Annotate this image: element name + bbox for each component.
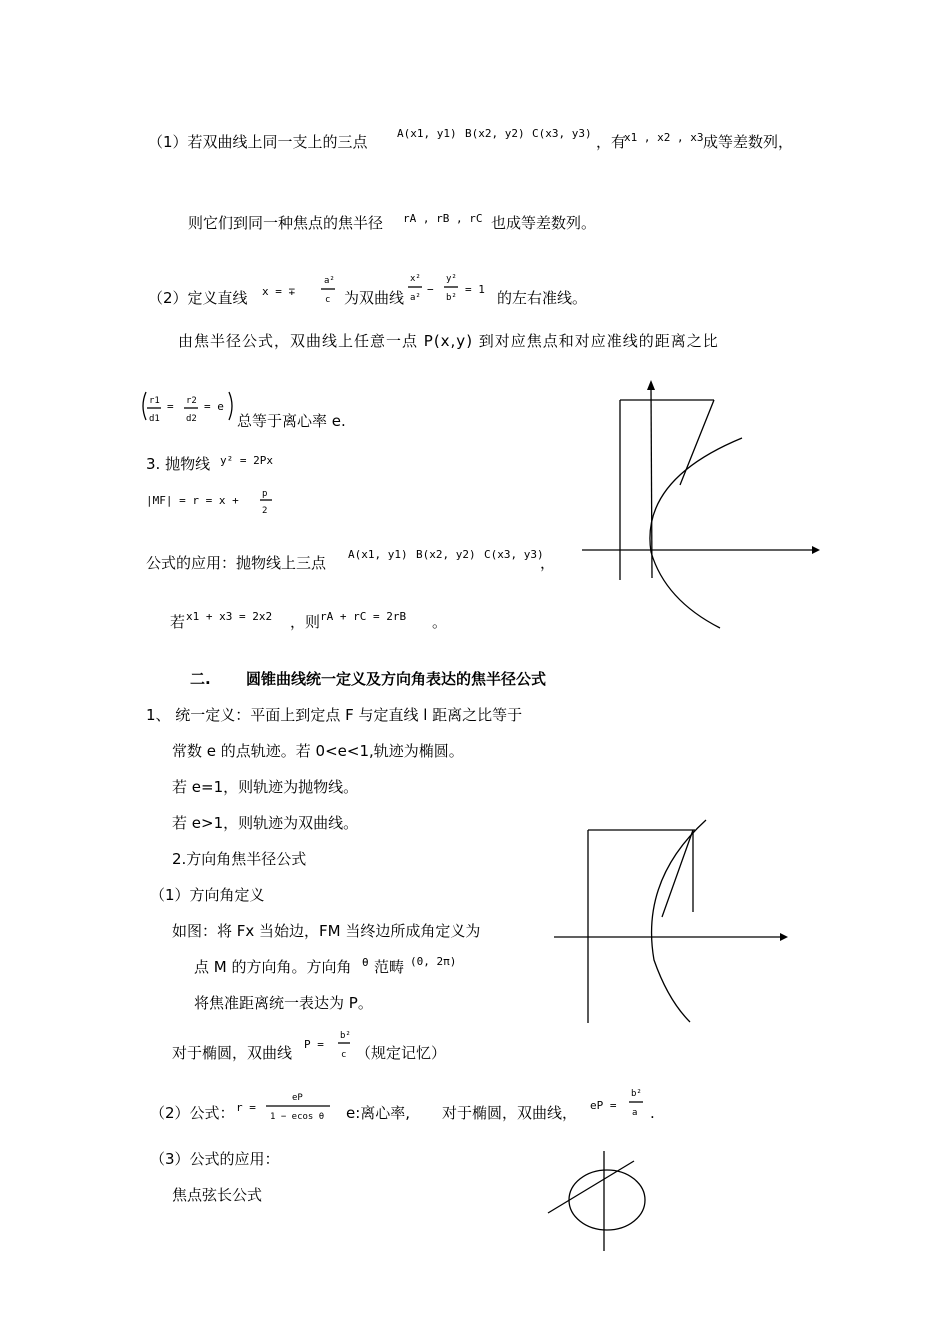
sec3-p-den: 2 <box>262 506 268 516</box>
sec3-then: ，则 <box>290 613 321 631</box>
fig3-ellipse <box>569 1170 645 1230</box>
sec2-dir3: 将焦准距离统一表达为 P。 <box>194 994 373 1012</box>
sec2-f-ep-den: a <box>632 1108 638 1118</box>
sec3-title: 3. 抛物线 <box>146 455 211 473</box>
p1-xs: x1 , x2 , x3 <box>624 131 704 144</box>
sec2-p-def-prefix: 对于椭圆，双曲线 <box>172 1044 293 1062</box>
p2-hy-den: b² <box>446 293 457 303</box>
fig1-focal-line <box>680 400 714 485</box>
sec2-p-num: b² <box>340 1031 351 1041</box>
sec2-f-label: （2）公式： <box>150 1104 235 1122</box>
p1b-prefix: 则它们到同一种焦点的焦半径 <box>188 214 384 232</box>
p2-minus: − <box>427 283 434 296</box>
sec2-dir1: 如图：将 Fx 当始边，FM 当终边所成角定义为 <box>172 922 481 940</box>
p1b-suffix: 也成等差数列。 <box>491 214 597 232</box>
sec2-f-num: eP <box>292 1093 303 1103</box>
p2-mid: 为双曲线 <box>344 289 405 307</box>
p2-eq-one: = 1 <box>465 283 485 296</box>
fig1-x-arrow <box>812 546 820 554</box>
p1-suffix: 成等差数列， <box>703 133 794 151</box>
sec2-f-den: 1 − ecos θ <box>270 1112 325 1122</box>
fig1-y-arrow <box>647 380 655 390</box>
sec3-result: rA + rC = 2rB <box>320 610 407 623</box>
sec2-sub2-1: （1）方向角定义 <box>150 886 265 904</box>
sec2-f-r: r = <box>236 1101 256 1114</box>
sec2-p-def-suffix: （规定记忆） <box>356 1044 447 1062</box>
sec3-if: 若 <box>170 613 186 631</box>
sec2-dir2-prefix: 点 M 的方向角。方向角 <box>194 958 352 976</box>
p2-frac-num: a² <box>324 276 335 286</box>
sec3-eq: y² = 2Px <box>220 454 273 467</box>
sec3-cond: x1 + x3 = 2x2 <box>186 610 273 623</box>
sec3-app-prefix: 公式的应用：抛物线上三点 <box>146 554 327 572</box>
p2-suffix: 的左右准线。 <box>497 289 588 307</box>
sec2-def3: 若 e=1，则轨迹为抛物线。 <box>172 778 359 796</box>
sec3-comma: ， <box>540 554 556 572</box>
fig2-x-arrow <box>780 933 788 941</box>
p1-mid: ，有 <box>596 133 627 151</box>
p3-d1: d1 <box>149 414 160 424</box>
p1-point-a: A(x1, y1) <box>397 127 457 140</box>
p3-d2: d2 <box>186 414 197 424</box>
sec3-mf: |MF| = r = x + <box>146 494 239 507</box>
p2-frac-den: c <box>325 295 331 305</box>
p3-e: = e <box>204 400 224 413</box>
sec2-p-eq: P = <box>304 1038 324 1051</box>
sec2-range: (0, 2π) <box>410 955 457 968</box>
p1b-radii: rA , rB , rC <box>403 212 483 225</box>
sec2-chord: 焦点弦长公式 <box>172 1186 263 1204</box>
p2-hx-den: a² <box>410 293 421 303</box>
fig3-chord <box>548 1161 634 1213</box>
fig1-hyperbola <box>650 438 742 628</box>
p2-hx-num: x² <box>410 274 421 284</box>
p2-prefix: （2）定义直线 <box>148 289 248 307</box>
sec2-f-e: e:离心率, <box>346 1104 411 1122</box>
sec2-theta: θ <box>362 956 369 969</box>
sec2-app: （3）公式的应用： <box>150 1150 280 1168</box>
p2-hy-num: y² <box>446 274 457 284</box>
sec2-def1: 1、 统一定义：平面上到定点 F 与定直线 l 距离之比等于 <box>146 706 523 724</box>
sec2-f-mid: 对于椭圆，双曲线， <box>442 1104 578 1122</box>
sec3-point-c: C(x3, y3) <box>484 548 544 561</box>
fig2-curve <box>652 820 706 1022</box>
p1-prefix: （1）若双曲线上同一支上的三点 <box>148 133 368 151</box>
p3-left-paren <box>143 392 146 420</box>
sec2-dir2-mid: 范畴 <box>374 958 405 976</box>
sec3-end: 。 <box>432 613 448 631</box>
p2-line-eq: x = ∓ <box>262 285 296 298</box>
sec3-p-num: p <box>262 489 268 499</box>
p3-suffix: 总等于离心率 e. <box>237 412 346 430</box>
sec2-f-ep: eP = <box>590 1099 617 1112</box>
sec2-p-den: c <box>341 1050 347 1060</box>
fig2-fm-line <box>662 830 693 917</box>
sec3-point-a: A(x1, y1) <box>348 548 408 561</box>
sec2-f-ep-num: b² <box>631 1089 642 1099</box>
sec2-f-dot: . <box>650 1104 655 1122</box>
sec2-def2: 常数 e 的点轨迹。若 0<e<1,轨迹为椭圆。 <box>172 742 464 760</box>
sec2-sub2: 2.方向角焦半径公式 <box>172 850 307 868</box>
p3-eq: = <box>167 400 174 413</box>
sec2-heading: 圆锥曲线统一定义及方向角表达的焦半径公式 <box>246 670 547 688</box>
p3-text: 由焦半径公式，双曲线上任意一点 P(x,y) 到对应焦点和对应准线的距离之比 <box>178 332 719 350</box>
p1-point-b: B(x2, y2) <box>465 127 525 140</box>
p3-r1: r1 <box>149 396 160 406</box>
p3-r2: r2 <box>186 396 197 406</box>
sec2-def4: 若 e>1，则轨迹为双曲线。 <box>172 814 359 832</box>
sec3-point-b: B(x2, y2) <box>416 548 476 561</box>
sec2-heading-num: 二. <box>190 670 211 688</box>
p1-point-c: C(x3, y3) <box>532 127 592 140</box>
p3-right-paren <box>229 392 232 420</box>
